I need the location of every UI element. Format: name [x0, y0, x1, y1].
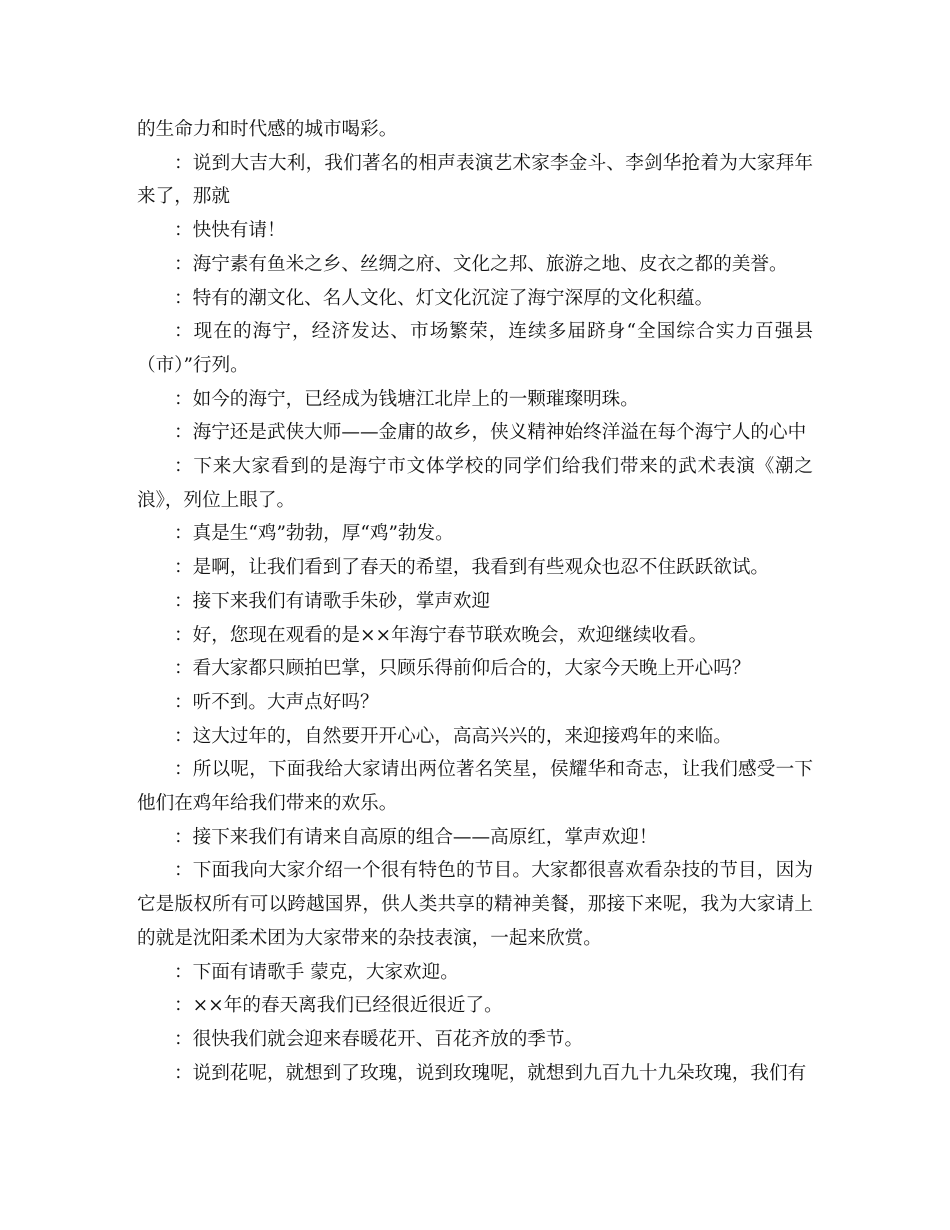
paragraph: ：说到花呢，就想到了玫瑰，说到玫瑰呢，就想到九百九十九朵玫瑰，我们有	[174, 1062, 807, 1084]
paragraph: ：接下来我们有请来自高原的组合——高原红，掌声欢迎！	[174, 826, 658, 848]
paragraph: ：这大过年的，自然要开开心心，高高兴兴的，来迎接鸡年的来临。	[174, 725, 732, 747]
paragraph: ：海宁还是武侠大师——金庸的故乡，侠义精神始终洋溢在每个海宁人的心中	[174, 422, 807, 444]
paragraph: ：所以呢，下面我给大家请出两位著名笑星，侯耀华和奇志，让我们感受一下他们在鸡年给我们带来的欢乐。	[137, 759, 813, 815]
paragraph: ：下面有请歌手 蒙克，大家欢迎。	[174, 961, 459, 983]
paragraph: ：快快有请！	[174, 220, 286, 242]
paragraph: ：××年的春天离我们已经很近很近了。	[174, 995, 503, 1017]
paragraph: ：说到大吉大利，我们著名的相声表演艺术家李金斗、李剑华抢着为大家拜年来了，那就	[137, 152, 813, 208]
paragraph: ：现在的海宁，经济发达、市场繁荣，连续多届跻身“全国综合实力百强县（市）”行列。	[137, 321, 813, 376]
paragraph: 的生命力和时代感的城市喝彩。	[137, 119, 398, 140]
paragraph: ：下来大家看到的是海宁市文体学校的同学们给我们带来的武术表演《潮之浪》，列位上眼了。	[137, 456, 813, 511]
paragraph: ：接下来我们有请歌手朱砂，掌声欢迎	[174, 590, 491, 612]
paragraph: ：如今的海宁，已经成为钱塘江北岸上的一颗璀璨明珠。	[174, 388, 639, 410]
paragraph: ：下面我向大家介绍一个很有特色的节目。大家都很喜欢看杂技的节目，因为它是版权所有可以跨越国界，供人类共享的精神美餐，那接下来呢，我为大家请上的就是沈阳柔术团为大家带来的杂技表演，一起来欣赏。	[137, 860, 813, 949]
paragraph: ：真是生“鸡”勃勃，厚“鸡”勃发。	[174, 523, 454, 545]
paragraph: ：是啊，让我们看到了春天的希望，我看到有些观众也忍不住跃跃欲试。	[174, 557, 770, 579]
paragraph: ：海宁素有鱼米之乡、丝绸之府、文化之邦、旅游之地、皮衣之都的美誉。	[174, 253, 788, 275]
paragraph: ：看大家都只顾拍巴掌，只顾乐得前仰后合的，大家今天晚上开心吗？	[174, 658, 751, 680]
document-page	[137, 113, 813, 1090]
paragraph: ：很快我们就会迎来春暖花开、百花齐放的季节。	[174, 1028, 584, 1050]
paragraph: ：特有的潮文化、名人文化、灯文化沉淀了海宁深厚的文化积蕴。	[174, 287, 714, 309]
paragraph: ：听不到。大声点好吗？	[174, 691, 379, 713]
paragraph: ：好，您现在观看的是××年海宁春节联欢晚会，欢迎继续收看。	[174, 624, 708, 646]
